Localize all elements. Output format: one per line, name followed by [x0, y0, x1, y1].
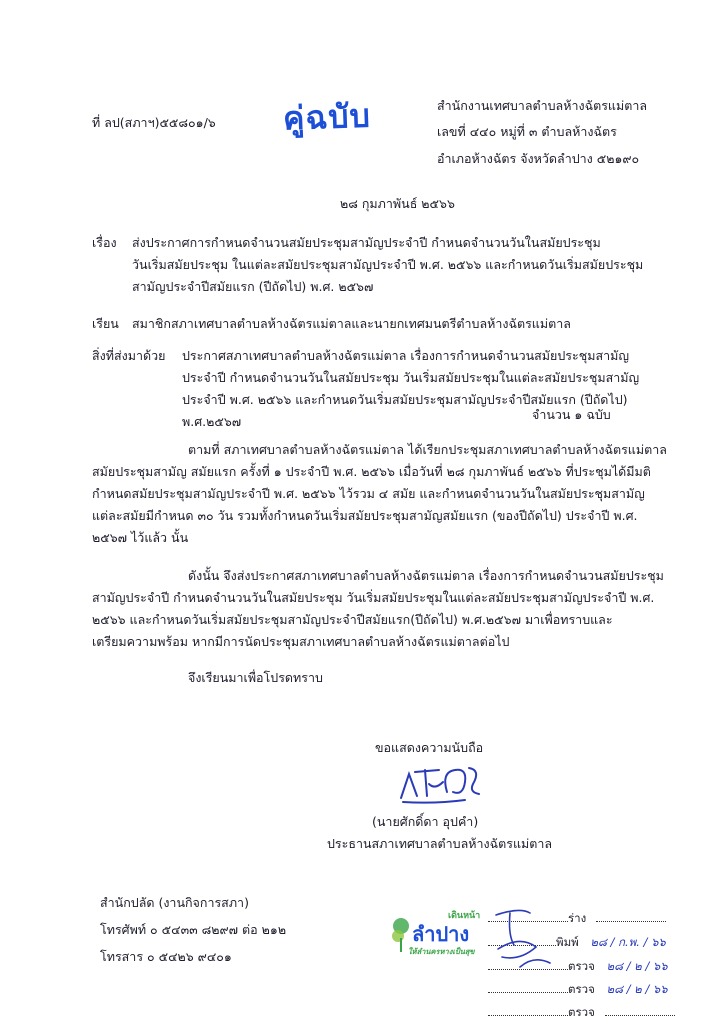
body-para1-line3: กำหนดสมัยประชุมสามัญประจำปี พ.ศ. ๒๕๖๖ ไว้รวม ๔ สมัย และกำหนดจำนวนวันในสมัยประชุมสามัญ	[92, 486, 645, 501]
routing-initials-scribble	[490, 905, 560, 975]
subject-label: เรื่อง	[92, 235, 117, 250]
routing-row-check2	[488, 979, 668, 999]
body-para2-line1: ดังนั้น จึงส่งประกาศสภาเทศบาลตำบลห้างฉัตรแม่ตาล เรื่องการกำหนดจำนวนสมัยประชุม	[188, 568, 664, 583]
sender-address-line1: สำนักงานเทศบาลตำบลห้างฉัตรแม่ตาล	[437, 98, 648, 113]
subject-line2: วันเริ่มสมัยประชุม ในแต่ละสมัยประชุมสามัญประจำปี พ.ศ. ๒๕๖๖ และกำหนดวันเริ่มสมัยประชุม	[132, 257, 644, 272]
recipient-label: เรียน	[92, 316, 119, 331]
enclosure-line4: พ.ศ.๒๕๖๗	[182, 414, 242, 429]
closing-line: จึงเรียนมาเพื่อโปรดทราบ	[188, 670, 323, 685]
body-para1-line2: สมัยประชุมสามัญ สมัยแรก ครั้งที่ ๑ ประจำปี พ.ศ. ๒๕๖๖ เมื่อวันที่ ๒๘ กุมภาพันธ์ ๒๕๖๖ ที่ประชุมได้มีมติ	[92, 464, 651, 479]
copy-mark-stamp: คู่ฉบับ	[282, 96, 372, 138]
recipient-text: สมาชิกสภาเทศบาลตำบลห้างฉัตรแม่ตาลและนายกเทศมนตรีตำบลห้างฉัตรแม่ตาล	[132, 316, 571, 331]
routing-label: ตรวจ	[568, 1005, 595, 1019]
body-para2-line4: เตรียมความพร้อม หากมีการนัดประชุมสภาเทศบาลตำบลห้างฉัตรแม่ตาลต่อไป	[92, 634, 510, 649]
routing-label: ร่าง	[568, 911, 587, 925]
body-para2-line2: สามัญประจำปี กำหนดจำนวนวันในสมัยประชุม วันเริ่มสมัยประชุมในแต่ละสมัยประชุมสามัญประจำปี พ.ศ.	[92, 590, 655, 605]
routing-value: ๒๘ / ๒ / ๖๖	[606, 959, 668, 973]
routing-label: ตรวจ	[568, 959, 595, 973]
lampang-logo	[390, 908, 490, 968]
body-para1-line1: ตามที่ สภาเทศบาลตำบลห้างฉัตรแม่ตาล ได้เรียกประชุมสภาเทศบาลตำบลห้างฉัตรแม่ตาล	[188, 442, 667, 457]
routing-value: ๒๘ / ๒ / ๖๖	[606, 982, 668, 996]
document-number: ที่ ลป(สภาฯ)๕๕๘๐๑/๖	[92, 115, 216, 130]
routing-value: ๒๘ / ก.พ. / ๖๖	[590, 935, 666, 949]
routing-label: ตรวจ	[568, 982, 595, 996]
footer-office: สำนักปลัด (งานกิจการสภา)	[100, 895, 249, 910]
document-date: ๒๘ กุมภาพันธ์ ๒๕๖๖	[340, 196, 455, 211]
logo-main-text: ลำปาง	[412, 922, 470, 946]
footer-phone: โทรศัพท์ ๐ ๕๔๓๓ ๘๒๙๗ ต่อ ๒๑๒	[100, 922, 287, 937]
enclosure-label: สิ่งที่ส่งมาด้วย	[92, 348, 166, 363]
sender-address-line3: อำเภอห้างฉัตร จังหวัดลำปาง ๕๒๑๙๐	[437, 151, 640, 166]
handwritten-signature	[395, 762, 490, 807]
body-para1-line5: ๒๕๖๗ ไว้แล้ว นั้น	[92, 530, 189, 545]
logo-tagline-top: เดินหน้า	[448, 911, 481, 921]
enclosure-line3: ประจำปี พ.ศ. ๒๕๖๖ และกำหนดวันเริ่มสมัยประชุมสามัญประจำปีสมัยแรก (ปีถัดไป)	[182, 392, 628, 407]
enclosure-line1: ประกาศสภาเทศบาลตำบลห้างฉัตรแม่ตาล เรื่องการกำหนดจำนวนสมัยประชุมสามัญ	[182, 348, 629, 363]
sender-address-line2: เลขที่ ๔๔๐ หมู่ที่ ๓ ตำบลห้างฉัตร	[437, 124, 617, 139]
body-para1-line4: แต่ละสมัยมีกำหนด ๓๐ วัน รวมทั้งกำหนดวันเริ่มสมัยประชุมสามัญสมัยแรก (ของปีถัดไป) ประจำปี พ.ศ.	[92, 508, 638, 523]
body-para2-line3: ๒๕๖๖ และกำหนดวันเริ่มสมัยประชุมสามัญประจำปีสมัยแรก(ปีถัดไป) พ.ศ.๒๕๖๗ มาเพื่อทราบและ	[92, 612, 613, 627]
signer-position: ประธานสภาเทศบาลตำบลห้างฉัตรแม่ตาล	[327, 836, 553, 851]
routing-label: พิมพ์	[556, 935, 579, 949]
regards-text: ขอแสดงความนับถือ	[375, 740, 484, 755]
enclosure-line2: ประจำปี กำหนดจำนวนวันในสมัยประชุม วันเริ่มสมัยประชุมในแต่ละสมัยประชุมสามัญ	[182, 370, 640, 385]
footer-fax: โทรสาร ๐ ๕๔๒๖ ๙๔๐๑	[100, 949, 232, 964]
enclosure-count: จำนวน ๑ ฉบับ	[532, 407, 611, 422]
logo-tagline-bottom: ให้ลำนครหางเป็นสุข	[408, 947, 475, 956]
signer-name: (นายศักดิ์ดา อุปคำ)	[372, 814, 479, 829]
subject-line1: ส่งประกาศการกำหนดจำนวนสมัยประชุมสามัญประจำปี กำหนดจำนวนวันในสมัยประชุม	[132, 235, 601, 250]
subject-line3: สามัญประจำปีสมัยแรก (ปีถัดไป) พ.ศ. ๒๕๖๗	[132, 279, 374, 294]
routing-row-check3	[488, 1002, 675, 1022]
